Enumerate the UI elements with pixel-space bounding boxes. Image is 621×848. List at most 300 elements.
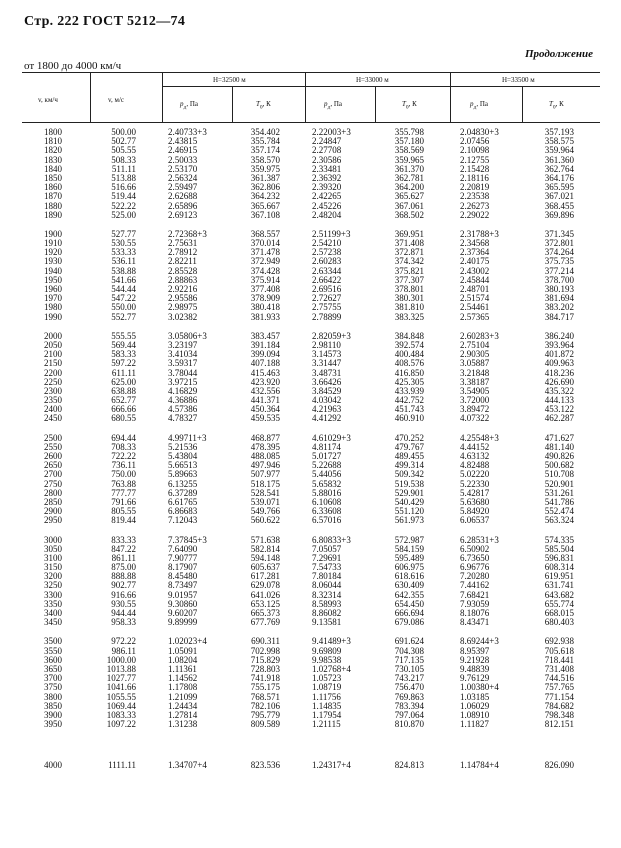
table-cell: 2700 bbox=[44, 469, 62, 480]
table-cell: 2.18116 bbox=[460, 172, 489, 183]
table-cell: 6.73650 bbox=[460, 552, 490, 563]
table-cell: 2850 bbox=[44, 496, 62, 507]
table-cell: 362.781 bbox=[394, 172, 424, 183]
table-cell: 2.07456 bbox=[460, 136, 490, 147]
table-cell: 611.11 bbox=[111, 367, 136, 378]
row-group bbox=[92, 128, 136, 220]
table-cell: 478.395 bbox=[250, 441, 280, 452]
table-cell: 1850 bbox=[44, 172, 62, 183]
table-cell: 459.535 bbox=[250, 413, 280, 424]
table-cell: 810.870 bbox=[394, 719, 424, 730]
table-cell: 507.977 bbox=[250, 469, 280, 480]
table-cell: 9.48839 bbox=[460, 663, 490, 674]
temperature-subscript: 0 bbox=[405, 104, 409, 111]
table-cell: 769.863 bbox=[394, 691, 424, 702]
table-cell: 1980 bbox=[44, 302, 62, 313]
table-cell: 2.82211 bbox=[168, 256, 197, 267]
table-cell: 541.786 bbox=[544, 496, 574, 507]
table-cell: 3350 bbox=[44, 598, 62, 609]
table-cell: 2.27708 bbox=[312, 145, 342, 156]
table-cell: 355.784 bbox=[250, 136, 280, 147]
table-cell: 530.55 bbox=[111, 238, 136, 249]
table-cell: 520.901 bbox=[544, 478, 574, 489]
table-cell: 3850 bbox=[44, 700, 62, 711]
table-cell: 378.909 bbox=[250, 293, 280, 304]
table-cell: 541.66 bbox=[111, 274, 136, 285]
table-cell: 8.58993 bbox=[312, 598, 342, 609]
table-cell: 629.078 bbox=[250, 580, 280, 591]
table-cell: 552.474 bbox=[544, 506, 574, 517]
table-cell: 367.061 bbox=[394, 200, 424, 211]
table-cell: 2150 bbox=[44, 358, 62, 369]
table-cell: 441.371 bbox=[250, 395, 280, 406]
table-cell: 3.05887 bbox=[460, 358, 490, 369]
row-group bbox=[22, 128, 62, 220]
table-cell: 8.18076 bbox=[460, 608, 490, 618]
table-cell: 1083.33 bbox=[106, 709, 136, 720]
table-cell: 462.287 bbox=[544, 413, 574, 424]
col-divider bbox=[450, 72, 451, 122]
table-cell: 513.88 bbox=[111, 172, 136, 183]
table-cell: 5.22688 bbox=[312, 460, 342, 471]
table-cell: 833.33 bbox=[111, 534, 136, 545]
table-cell: 391.184 bbox=[250, 339, 280, 350]
column-v-kmh bbox=[22, 128, 62, 739]
table-cell: 560.622 bbox=[250, 515, 280, 526]
table-cell: 756.470 bbox=[394, 682, 424, 693]
table-cell: 653.125 bbox=[250, 598, 280, 609]
table-cell: 435.322 bbox=[544, 385, 574, 396]
table-cell: 5.22330 bbox=[460, 478, 490, 489]
table-cell: 5.88016 bbox=[312, 487, 342, 498]
table-cell: 8.06044 bbox=[312, 580, 342, 591]
table-cell: 8.73497 bbox=[168, 580, 198, 591]
table-cell: 7.44162 bbox=[460, 580, 490, 591]
temperature-subscript: 0 bbox=[259, 104, 263, 111]
row-group bbox=[22, 230, 62, 322]
table-cell: 358.569 bbox=[394, 145, 424, 156]
table-cell: 528.541 bbox=[250, 487, 280, 498]
table-cell: 358.570 bbox=[250, 154, 280, 165]
table-cell: 1800 bbox=[44, 127, 62, 137]
table-cell: 3.38187 bbox=[460, 376, 490, 387]
row-group bbox=[530, 637, 574, 729]
row-group bbox=[380, 434, 424, 526]
table-cell: 722.22 bbox=[111, 451, 136, 461]
table-cell: 2.54210 bbox=[312, 238, 342, 249]
table-cell: 505.55 bbox=[111, 145, 136, 156]
table-cell: 357.174 bbox=[250, 145, 280, 156]
table-cell: 9.01957 bbox=[168, 589, 198, 600]
table-cell: 400.484 bbox=[394, 349, 424, 360]
table-cell: 8.43471 bbox=[460, 617, 490, 628]
table-cell: 1950 bbox=[44, 274, 62, 285]
table-cell: 6.33608 bbox=[312, 506, 342, 517]
table-cell: 381.694 bbox=[544, 293, 574, 304]
table-cell: 499.314 bbox=[394, 460, 424, 471]
table-cell: 795.779 bbox=[250, 709, 280, 720]
table-cell: 2600 bbox=[44, 451, 62, 461]
table-cell: 6.37289 bbox=[168, 487, 198, 498]
row-group bbox=[312, 536, 374, 628]
table-cell: 3200 bbox=[44, 571, 62, 582]
table-cell: 692.938 bbox=[544, 636, 574, 647]
table-cell: 608.314 bbox=[544, 562, 574, 573]
table-cell: 2.46915 bbox=[168, 145, 198, 156]
table-cell: 6.61765 bbox=[168, 496, 198, 507]
table-cell: 1830 bbox=[44, 154, 62, 165]
table-cell: 1.02023+4 bbox=[168, 636, 207, 647]
table-cell: 2.29022 bbox=[460, 209, 490, 220]
table-cell: 2.50033 bbox=[168, 154, 198, 165]
row-group bbox=[236, 536, 280, 628]
temperature-symbol: T bbox=[549, 100, 553, 108]
table-cell: 9.76129 bbox=[460, 673, 490, 684]
table-cell: 3000 bbox=[44, 534, 62, 545]
final-row-v-ms: 1111.11 bbox=[108, 760, 136, 770]
table-cell: 362.806 bbox=[250, 182, 280, 193]
col-divider bbox=[375, 86, 376, 122]
table-cell: 2000 bbox=[44, 330, 62, 341]
table-cell: 2.75631 bbox=[168, 238, 198, 249]
table-cell: 3.14573 bbox=[312, 349, 342, 360]
table-cell: 522.22 bbox=[111, 200, 136, 211]
temperature-unit: , К bbox=[555, 100, 564, 108]
table-cell: 571.638 bbox=[250, 534, 280, 545]
final-row-pressure-h2: 1.24317+4 bbox=[312, 760, 351, 770]
table-cell: 368.502 bbox=[394, 209, 424, 220]
table-cell: 372.949 bbox=[250, 256, 280, 267]
col-divider bbox=[90, 72, 91, 122]
table-cell: 561.973 bbox=[394, 515, 424, 526]
table-cell: 3800 bbox=[44, 691, 62, 702]
table-cell: 2.04830+3 bbox=[460, 127, 499, 137]
table-cell: 1940 bbox=[44, 265, 62, 276]
table-cell: 386.240 bbox=[544, 330, 574, 341]
table-cell: 2.78899 bbox=[312, 311, 342, 322]
table-cell: 2.98975 bbox=[168, 302, 198, 313]
table-cell: 2.48701 bbox=[460, 284, 490, 294]
table-cell: 3050 bbox=[44, 543, 62, 554]
table-top-rule bbox=[22, 72, 600, 73]
table-cell: 7.68421 bbox=[460, 589, 490, 600]
table-cell: 1910 bbox=[44, 238, 62, 249]
table-cell: 618.616 bbox=[394, 571, 424, 582]
temperature-unit: , К bbox=[408, 100, 417, 108]
table-cell: 2.62688 bbox=[168, 191, 198, 202]
table-cell: 3.41034 bbox=[168, 349, 198, 360]
table-cell: 355.798 bbox=[394, 127, 424, 137]
row-group bbox=[380, 332, 424, 424]
table-cell: 516.66 bbox=[111, 182, 136, 193]
column-pressure-h3 bbox=[460, 128, 522, 739]
table-cell: 426.690 bbox=[544, 376, 574, 387]
table-cell: 4.57386 bbox=[168, 404, 198, 415]
table-cell: 2.33481 bbox=[312, 163, 342, 174]
table-cell: 377.214 bbox=[544, 265, 574, 276]
table-cell: 1.21099 bbox=[168, 691, 198, 702]
row-group bbox=[530, 332, 574, 424]
table-cell: 4.78327 bbox=[168, 413, 198, 424]
table-cell: 798.348 bbox=[544, 709, 574, 720]
row-group bbox=[236, 230, 280, 322]
row-group bbox=[236, 128, 280, 220]
table-cell: 468.877 bbox=[250, 432, 280, 443]
table-cell: 1.31238 bbox=[168, 719, 198, 730]
table-cell: 479.767 bbox=[394, 441, 424, 452]
row-group bbox=[380, 128, 424, 220]
table-cell: 354.402 bbox=[250, 127, 280, 137]
table-cell: 3150 bbox=[44, 562, 62, 573]
table-cell: 3650 bbox=[44, 663, 62, 674]
table-cell: 365.627 bbox=[394, 191, 424, 202]
table-cell: 2400 bbox=[44, 404, 62, 415]
table-cell: 4.99711+3 bbox=[168, 432, 207, 443]
table-cell: 8.45480 bbox=[168, 571, 198, 582]
table-cell: 1.17808 bbox=[168, 682, 198, 693]
temperature-unit: , К bbox=[262, 100, 271, 108]
table-cell: 444.133 bbox=[544, 395, 574, 406]
table-cell: 677.769 bbox=[250, 617, 280, 628]
table-cell: 432.556 bbox=[250, 385, 280, 396]
table-cell: 2.65896 bbox=[168, 200, 198, 211]
table-cell: 875.00 bbox=[111, 562, 136, 573]
table-cell: 782.106 bbox=[250, 700, 280, 711]
row-group bbox=[236, 434, 280, 526]
table-cell: 1820 bbox=[44, 145, 62, 156]
table-cell: 2.66422 bbox=[312, 274, 342, 285]
table-cell: 563.324 bbox=[544, 515, 574, 526]
table-cell: 986.11 bbox=[111, 645, 136, 656]
table-cell: 606.975 bbox=[394, 562, 424, 573]
table-cell: 638.88 bbox=[111, 385, 136, 396]
column-temperature-h1 bbox=[236, 128, 280, 739]
table-cell: 680.55 bbox=[111, 413, 136, 424]
table-cell: 2.26273 bbox=[460, 200, 490, 211]
table-cell: 453.122 bbox=[544, 404, 574, 415]
table-cell: 6.06537 bbox=[460, 515, 490, 526]
table-cell: 2.36392 bbox=[312, 172, 342, 183]
row-group bbox=[92, 332, 136, 424]
table-cell: 364.200 bbox=[394, 182, 424, 193]
table-cell: 371.478 bbox=[250, 247, 280, 258]
table-cell: 372.801 bbox=[544, 238, 574, 249]
table-cell: 5.66513 bbox=[168, 460, 198, 471]
table-cell: 3900 bbox=[44, 709, 62, 720]
table-cell: 1.05091 bbox=[168, 645, 198, 656]
table-cell: 666.694 bbox=[394, 608, 424, 618]
col-divider bbox=[162, 72, 163, 122]
table-cell: 418.236 bbox=[544, 367, 574, 378]
table-cell: 392.574 bbox=[394, 339, 424, 350]
table-cell: 5.65832 bbox=[312, 478, 342, 489]
table-cell: 4.82488 bbox=[460, 460, 490, 471]
table-cell: 5.21536 bbox=[168, 441, 198, 452]
table-cell: 368.455 bbox=[544, 200, 574, 211]
table-cell: 666.66 bbox=[111, 404, 136, 415]
table-cell: 481.140 bbox=[544, 441, 574, 452]
table-cell: 384.717 bbox=[544, 311, 574, 322]
table-cell: 784.682 bbox=[544, 700, 574, 711]
table-cell: 371.408 bbox=[394, 238, 424, 249]
table-cell: 490.826 bbox=[544, 451, 574, 461]
table-cell: 361.360 bbox=[544, 154, 574, 165]
header-bottom-rule bbox=[22, 122, 600, 123]
row-group bbox=[530, 536, 574, 628]
table-cell: 2450 bbox=[44, 413, 62, 424]
final-row-pressure-h1: 1.34707+4 bbox=[168, 760, 207, 770]
final-row-temperature-h3: 826.090 bbox=[544, 760, 574, 770]
col-divider bbox=[305, 72, 306, 122]
table-cell: 3.89472 bbox=[460, 404, 490, 415]
table-cell: 502.77 bbox=[111, 136, 136, 147]
table-cell: 1.08719 bbox=[312, 682, 342, 693]
table-cell: 2.88863 bbox=[168, 274, 198, 285]
table-cell: 717.135 bbox=[394, 654, 424, 665]
table-cell: 1880 bbox=[44, 200, 62, 211]
table-cell: 460.910 bbox=[394, 413, 424, 424]
table-cell: 536.11 bbox=[111, 256, 136, 267]
table-cell: 433.939 bbox=[394, 385, 424, 396]
table-cell: 539.071 bbox=[250, 496, 280, 507]
table-cell: 3100 bbox=[44, 552, 62, 563]
table-cell: 3.59317 bbox=[168, 358, 198, 369]
col-header-temperature bbox=[256, 100, 271, 110]
table-cell: 7.20280 bbox=[460, 571, 490, 582]
table-cell: 6.86683 bbox=[168, 506, 198, 517]
table-cell: 668.015 bbox=[544, 608, 574, 618]
table-cell: 6.96776 bbox=[460, 562, 490, 573]
table-cell: 552.77 bbox=[111, 311, 136, 322]
row-group bbox=[92, 434, 136, 526]
table-cell: 5.01727 bbox=[312, 451, 342, 461]
row-group bbox=[22, 637, 62, 729]
table-cell: 4.21963 bbox=[312, 404, 342, 415]
table-cell: 2.39320 bbox=[312, 182, 342, 193]
table-cell: 809.589 bbox=[250, 719, 280, 730]
final-row-v-kmh: 4000 bbox=[44, 760, 62, 770]
table-cell: 7.12043 bbox=[168, 515, 198, 526]
table-cell: 1.11361 bbox=[168, 663, 197, 674]
table-cell: 585.504 bbox=[544, 543, 574, 554]
table-cell: 1900 bbox=[44, 228, 62, 239]
table-cell: 9.21928 bbox=[460, 654, 490, 665]
table-cell: 584.159 bbox=[394, 543, 424, 554]
table-cell: 359.975 bbox=[250, 163, 280, 174]
table-cell: 9.13581 bbox=[312, 617, 342, 628]
row-group bbox=[168, 332, 232, 424]
table-cell: 7.80184 bbox=[312, 571, 342, 582]
table-cell: 500.682 bbox=[544, 460, 574, 471]
table-cell: 583.33 bbox=[111, 349, 136, 360]
table-cell: 2.56324 bbox=[168, 172, 198, 183]
table-cell: 2750 bbox=[44, 478, 62, 489]
table-cell: 728.803 bbox=[250, 663, 280, 674]
table-cell: 743.217 bbox=[394, 673, 424, 684]
row-group bbox=[22, 332, 62, 424]
table-cell: 2.85528 bbox=[168, 265, 198, 276]
table-cell: 375.821 bbox=[394, 265, 424, 276]
row-group bbox=[312, 230, 374, 322]
row-group bbox=[168, 128, 232, 220]
table-cell: 4.44152 bbox=[460, 441, 490, 452]
table-cell: 358.575 bbox=[544, 136, 574, 147]
table-cell: 805.55 bbox=[111, 506, 136, 517]
table-cell: 3750 bbox=[44, 682, 62, 693]
table-cell: 2.51574 bbox=[460, 293, 490, 304]
table-cell: 2550 bbox=[44, 441, 62, 452]
col-header-v-ms: v, м/с bbox=[108, 96, 125, 104]
table-cell: 944.44 bbox=[111, 608, 136, 618]
final-row-temperature-h2: 824.813 bbox=[394, 760, 424, 770]
table-cell: 3.72000 bbox=[460, 395, 490, 406]
table-cell: 471.627 bbox=[544, 432, 574, 443]
column-temperature-h2 bbox=[380, 128, 424, 739]
table-cell: 425.305 bbox=[394, 376, 424, 387]
row-group bbox=[236, 637, 280, 729]
table-cell: 1041.66 bbox=[106, 682, 136, 693]
table-cell: 572.987 bbox=[394, 534, 424, 545]
table-cell: 1.08910 bbox=[460, 709, 490, 720]
table-cell: 5.89663 bbox=[168, 469, 198, 480]
table-cell: 5.42817 bbox=[460, 487, 490, 498]
table-cell: 509.342 bbox=[394, 469, 424, 480]
table-cell: 374.342 bbox=[394, 256, 424, 267]
table-cell: 1000.00 bbox=[106, 654, 136, 665]
table-cell: 450.364 bbox=[250, 404, 280, 415]
table-cell: 2.72368+3 bbox=[168, 228, 207, 239]
pressure-unit: , Па bbox=[330, 100, 342, 108]
table-cell: 1990 bbox=[44, 311, 62, 322]
table-cell: 1.06029 bbox=[460, 700, 490, 711]
table-cell: 594.148 bbox=[250, 552, 280, 563]
table-cell: 1069.44 bbox=[106, 700, 136, 711]
table-cell: 757.765 bbox=[544, 682, 574, 693]
table-cell: 2.57238 bbox=[312, 247, 342, 258]
col-divider bbox=[522, 86, 523, 122]
table-cell: 3.66426 bbox=[312, 376, 342, 387]
table-cell: 7.93059 bbox=[460, 598, 490, 609]
height-label-2: H=33000 м bbox=[356, 76, 389, 84]
table-cell: 3.84529 bbox=[312, 385, 342, 396]
col-header-v-kmh: v, км/ч bbox=[38, 96, 58, 104]
table-cell: 3250 bbox=[44, 580, 62, 591]
table-cell: 3400 bbox=[44, 608, 62, 618]
table-cell: 3600 bbox=[44, 654, 62, 665]
table-cell: 2.60283+3 bbox=[460, 330, 499, 341]
table-cell: 470.252 bbox=[394, 432, 424, 443]
table-cell: 380.301 bbox=[394, 293, 424, 304]
table-cell: 2.43002 bbox=[460, 265, 490, 276]
table-cell: 731.408 bbox=[544, 663, 574, 674]
table-cell: 2250 bbox=[44, 376, 62, 387]
table-cell: 1860 bbox=[44, 182, 62, 193]
temperature-subscript: 0 bbox=[552, 104, 556, 111]
table-cell: 730.105 bbox=[394, 663, 424, 674]
table-cell: 9.41489+3 bbox=[312, 636, 351, 647]
row-group bbox=[530, 230, 574, 322]
table-cell: 2.37364 bbox=[460, 247, 490, 258]
table-cell: 3.97215 bbox=[168, 376, 198, 387]
table-cell: 2.72627 bbox=[312, 293, 342, 304]
table-cell: 383.325 bbox=[394, 311, 424, 322]
table-cell: 1.27814 bbox=[168, 709, 198, 720]
table-cell: 6.80833+3 bbox=[312, 534, 351, 545]
table-cell: 1.14835 bbox=[312, 700, 342, 711]
table-cell: 2.60283 bbox=[312, 256, 342, 267]
table-cell: 5.44056 bbox=[312, 469, 342, 480]
table-cell: 2.92216 bbox=[168, 284, 198, 294]
